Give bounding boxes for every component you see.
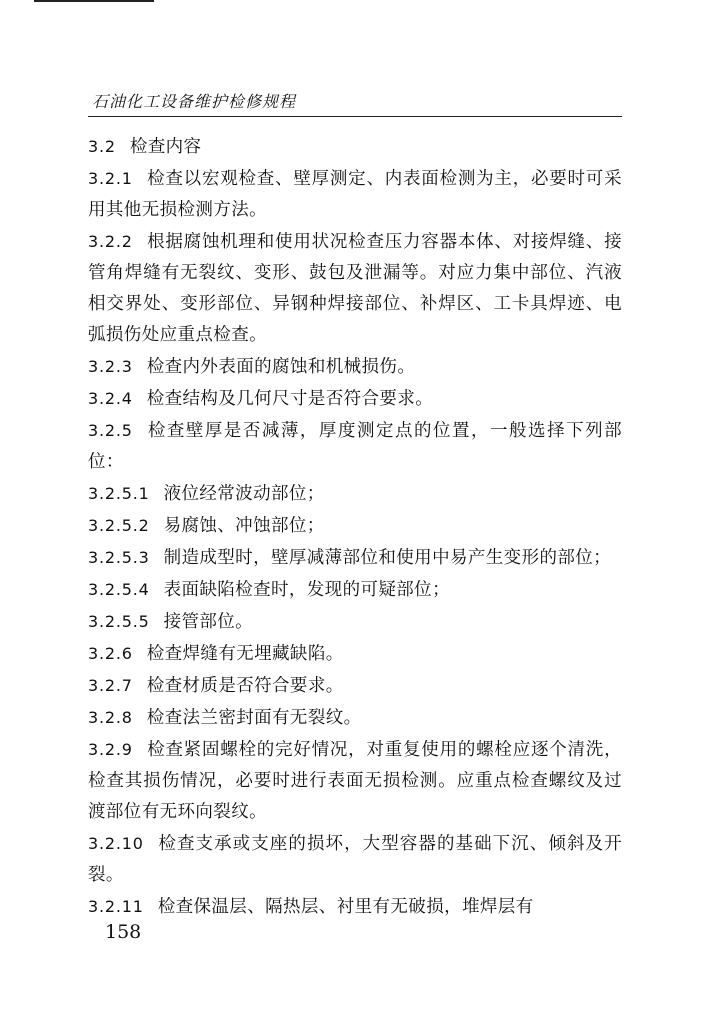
clause-text: 检查保温层、隔热层、衬里有无破损，堆焊层有	[157, 897, 534, 917]
clause-number: 3.2.5.4	[88, 580, 150, 599]
clause-text: 根据腐蚀机理和使用状况检查压力容器本体、对接焊缝、接管角焊缝有无裂纹、变形、鼓包及泄漏等。对应力集中部位、汽液相交界处、变形部位、异钢种焊接部位、补焊区、工卡具焊迹、电弧损伤处应重点检查。	[88, 232, 622, 345]
clause	[88, 670, 622, 702]
clause-text: 表面缺陷检查时，发现的可疑部位；	[163, 580, 450, 600]
clause-text: 制造成型时，壁厚减薄部位和使用中易产生变形的部位；	[163, 548, 612, 568]
clause-number: 3.2.5.2	[88, 516, 150, 535]
clause-number: 3.2.1	[88, 169, 133, 188]
clause	[88, 478, 622, 510]
running-header: 石油化工设备维护检修规程	[92, 92, 297, 111]
clause	[88, 574, 622, 606]
clause-number: 3.2.6	[88, 644, 133, 663]
clause-text: 检查以宏观检查、壁厚测定、内表面检测为主，必要时可采用其他无损检测方法。	[88, 169, 622, 220]
clause-text: 检查紧固螺栓的完好情况，对重复使用的螺栓应逐个清洗，检查其损伤情况，必要时进行表面无损检测。应重点检查螺纹及过渡部位有无环向裂纹。	[88, 740, 622, 822]
clause	[88, 383, 622, 415]
clause-text: 检查结构及几何尺寸是否符合要求。	[146, 389, 434, 409]
clause-text: 检查焊缝有无埋藏缺陷。	[146, 644, 344, 664]
clause	[88, 702, 622, 734]
clause-number: 3.2.4	[88, 389, 133, 408]
clause	[88, 415, 622, 478]
top-edge-mark	[34, 0, 154, 2]
clause-number: 3.2.8	[88, 708, 133, 727]
clause-number: 3.2.7	[88, 676, 133, 695]
header-rule	[88, 116, 622, 117]
clause	[88, 606, 622, 638]
clause	[88, 163, 622, 226]
clause-number: 3.2.5	[88, 421, 133, 440]
clause-number: 3.2.2	[88, 232, 133, 251]
clause-text: 检查内容	[129, 137, 202, 157]
clause-number: 3.2.3	[88, 357, 133, 376]
clause	[88, 510, 622, 542]
section-heading	[88, 131, 622, 163]
clause-number: 3.2.5.5	[88, 612, 150, 631]
clause	[88, 542, 622, 574]
clause	[88, 226, 622, 351]
clause-text: 检查支承或支座的损坏，大型容器的基础下沉、倾斜及开裂。	[88, 834, 622, 885]
clause	[88, 891, 622, 923]
clause-text: 检查壁厚是否减薄，厚度测定点的位置，一般选择下列部位：	[88, 421, 622, 472]
clause-text: 检查法兰密封面有无裂纹。	[146, 708, 362, 728]
page-body	[88, 131, 622, 923]
clause-number: 3.2.11	[88, 897, 144, 916]
clause-number: 3.2.5.3	[88, 548, 150, 567]
clause-text: 易腐蚀、冲蚀部位；	[163, 516, 325, 536]
clause	[88, 351, 622, 383]
clause-number: 3.2.10	[88, 834, 144, 853]
clause-text: 液位经常波动部位；	[163, 484, 325, 504]
clause	[88, 638, 622, 670]
clause-number: 3.2.9	[88, 740, 133, 759]
clause	[88, 828, 622, 891]
clause-number: 3.2.5.1	[88, 484, 150, 503]
clause	[88, 734, 622, 828]
clause-text: 检查内外表面的腐蚀和机械损伤。	[146, 357, 416, 377]
clause-text: 检查材质是否符合要求。	[146, 676, 344, 696]
page-number: 158	[105, 921, 142, 943]
clause-text: 接管部位。	[163, 612, 254, 632]
clause-number: 3.2	[88, 137, 116, 156]
